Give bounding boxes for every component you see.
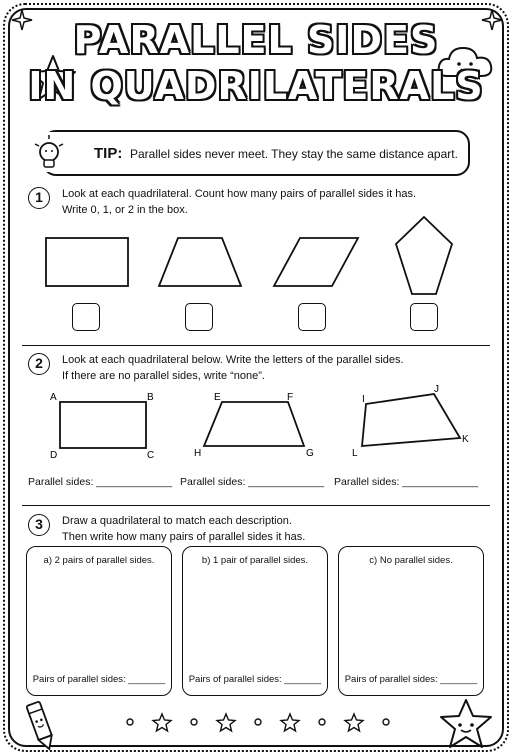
- star-icon: [345, 714, 363, 731]
- divider-1: [22, 345, 490, 346]
- vertex-label: G: [306, 448, 314, 459]
- parallel-sides-answer-3[interactable]: Parallel sides: _____________: [334, 476, 479, 488]
- tip-text: Parallel sides never meet. They stay the same distance apart.: [130, 147, 458, 161]
- shape-rectangle-abcd: [50, 390, 160, 460]
- vertex-label: J: [434, 384, 439, 395]
- answer-box-3[interactable]: [298, 303, 326, 331]
- shape-trapezoid-efgh: [192, 390, 322, 460]
- vertex-label: B: [147, 392, 154, 403]
- card-footer[interactable]: Pairs of parallel sides: _______: [188, 674, 322, 685]
- section-1-number: 1: [28, 187, 50, 209]
- page-title-line2: IN QUADRILATERALS: [28, 64, 484, 108]
- shape-quadrilateral-ijkl: [348, 382, 478, 462]
- drawing-card-a[interactable]: [26, 546, 172, 696]
- section-2-instruction-line1: Look at each quadrilateral below. Write the letters of the parallel sides.: [62, 354, 404, 366]
- vertex-label: D: [50, 450, 58, 461]
- star-icon: [153, 714, 171, 731]
- section-3-number: 3: [28, 514, 50, 536]
- vertex-label: K: [462, 434, 469, 445]
- card-footer[interactable]: Pairs of parallel sides: _______: [32, 674, 166, 685]
- pencil-character-icon: [20, 700, 64, 752]
- lightbulb-icon: [30, 132, 68, 172]
- vertex-label: L: [352, 448, 358, 459]
- star-icon: [281, 714, 299, 731]
- parallel-sides-answer-2[interactable]: Parallel sides: _____________: [180, 476, 325, 488]
- section-1-instruction-line2: Write 0, 1, or 2 in the box.: [62, 204, 188, 216]
- shape-rectangle: [45, 237, 129, 287]
- section-2-number: 2: [28, 353, 50, 375]
- tip-box: [42, 130, 470, 176]
- answer-box-4[interactable]: [410, 303, 438, 331]
- card-footer[interactable]: Pairs of parallel sides: _______: [344, 674, 478, 685]
- drawing-card-c[interactable]: [338, 546, 484, 696]
- section-3-instruction-line1: Draw a quadrilateral to match each description.: [62, 515, 292, 527]
- page-title-line1: PARALLEL SIDES: [73, 18, 439, 62]
- star-icon: [217, 714, 235, 731]
- section-1-instruction-line1: Look at each quadrilateral. Count how many pairs of parallel sides it has.: [62, 188, 417, 200]
- star-character-icon: [438, 698, 494, 750]
- drawing-card-b[interactable]: [182, 546, 328, 696]
- card-title: b) 1 pair of parallel sides.: [201, 555, 309, 566]
- section-3-instruction-line2: Then write how many pairs of parallel sides it has.: [62, 531, 306, 543]
- vertex-label: E: [214, 392, 221, 403]
- card-title: c) No parallel sides.: [369, 555, 453, 566]
- section-2-instruction-line2: If there are no parallel sides, write “none”.: [62, 370, 265, 382]
- vertex-label: I: [362, 394, 365, 405]
- vertex-label: F: [287, 392, 294, 403]
- shape-kite: [394, 216, 454, 296]
- parallel-sides-answer-1[interactable]: Parallel sides: _____________: [28, 476, 173, 488]
- vertex-label: A: [50, 392, 57, 403]
- vertex-label: H: [194, 448, 202, 459]
- card-title: a) 2 pairs of parallel sides.: [43, 555, 155, 566]
- vertex-label: C: [147, 450, 155, 461]
- shape-trapezoid: [158, 237, 242, 287]
- answer-box-1[interactable]: [72, 303, 100, 331]
- divider-2: [22, 505, 490, 506]
- bottom-decoration: [122, 712, 422, 732]
- shape-parallelogram: [272, 237, 360, 287]
- tip-label: TIP:: [94, 145, 123, 162]
- answer-box-2[interactable]: [185, 303, 213, 331]
